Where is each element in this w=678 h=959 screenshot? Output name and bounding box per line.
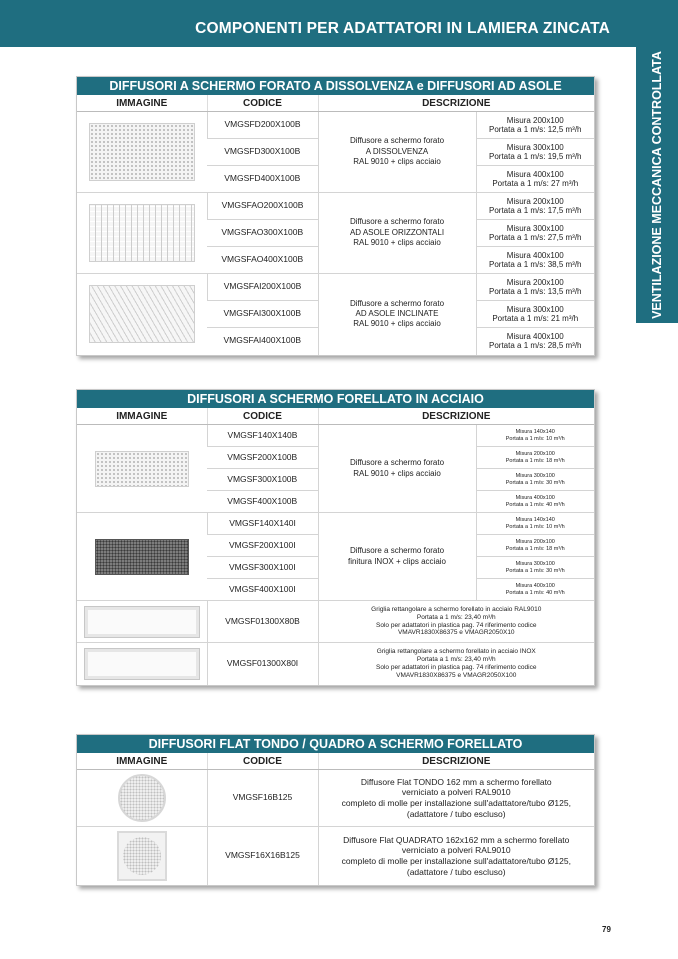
column-header-description: DESCRIZIONE [318,753,594,770]
product-description [318,274,476,355]
size-label: Misura 300x100 [515,560,555,567]
product-description [318,112,476,193]
description-line: RAL 9010 + clips acciaio [353,238,441,248]
description-line: Griglia rettangolare a schermo forellato in acciaio INOX [376,648,536,656]
flow-label: Portata a 1 m/s: 10 m³/h [505,435,565,442]
description-line: RAL 9010 + clips acciaio [353,157,441,167]
inox-rectangular-grille-image [85,649,199,679]
side-tab-label: VENTILAZIONE MECCANICA CONTROLLATA [650,51,664,319]
product-table [77,753,594,885]
flow-label: Portata a 1 m/s: 12,5 m³/h [489,125,582,134]
round-flat-diffuser-image [118,774,166,822]
size-cell [476,220,594,247]
column-header-image: IMMAGINE [77,95,207,112]
product-code: VMGSF400X100I [207,579,318,601]
size-label: Misura 400x100 [515,494,555,501]
product-code: VMGSFAI400X100B [207,328,318,355]
product-table [77,95,594,355]
size-label: Misura 400x100 [506,332,564,342]
size-cell [476,112,594,139]
product-image [77,425,207,513]
table-row [77,274,594,301]
section-title: DIFFUSORI FLAT TONDO / QUADRO A SCHERMO FORELLATO [77,735,594,753]
description-line: Diffusore Flat TONDO 162 mm a schermo forellato [360,776,552,787]
description-line: Diffusore a schermo forato [349,217,445,227]
column-header-description: DESCRIZIONE [318,408,594,425]
table-row [77,425,594,447]
description-line: Diffusore a schermo forato [349,298,445,308]
white-rectangular-grille-image [85,607,199,637]
table-row [77,513,594,535]
product-image [77,513,207,601]
section-dissolvenza-asole [76,76,595,356]
product-image [77,770,207,827]
product-image [77,827,207,886]
column-header-image: IMMAGINE [77,753,207,770]
size-cell [476,447,594,469]
description-line: RAL 9010 + clips acciaio [353,468,441,478]
product-description [318,827,594,886]
flow-label: Portata a 1 m/s: 19,5 m³/h [489,152,582,161]
product-code: VMGSF140X140I [207,513,318,535]
flow-label: Portata a 1 m/s: 38,5 m³/h [489,260,582,269]
product-code: VMGSF01300X80B [207,601,318,643]
product-code: VMGSF200X100B [207,447,318,469]
flow-label: Portata a 1 m/s: 13,5 m³/h [489,287,582,296]
product-code: VMGSFAI200X100B [207,274,318,301]
product-code: VMGSF400X100B [207,491,318,513]
column-header-description: DESCRIZIONE [318,95,594,112]
flow-label: Portata a 1 m/s: 18 m³/h [505,457,565,464]
description-line: RAL 9010 + clips acciaio [353,319,441,329]
flow-label: Portata a 1 m/s: 18 m³/h [505,545,565,552]
size-label: Misura 200x100 [515,538,555,545]
product-table [77,408,594,685]
column-header-image: IMMAGINE [77,408,207,425]
product-code: VMGSF16B125 [207,770,318,827]
size-label: Misura 300x100 [506,142,564,152]
product-description [318,601,594,643]
size-cell [476,579,594,601]
square-flat-diffuser-image [117,831,167,881]
product-code: VMGSFAO400X100B [207,247,318,274]
flow-label: Portata a 1 m/s: 30 m³/h [505,567,565,574]
inox-perforated-grille-image [95,539,189,575]
size-label: Misura 200x100 [506,196,564,206]
description-line: VMAVR1830X86375 e VMAGR2050X100 [396,671,517,679]
product-description [318,643,594,685]
description-line: VMAVR1830X86375 e VMAGR2050X10 [397,629,515,637]
white-perforated-grille-image [95,451,189,487]
product-code: VMGSF140X140B [207,425,318,447]
product-code: VMGSF300X100B [207,469,318,491]
table-row [77,601,594,643]
size-label: Misura 400x100 [515,582,555,589]
section-title: DIFFUSORI A SCHERMO FORATO A DISSOLVENZA e DIFFUSORI AD ASOLE [77,77,594,95]
description-line: Solo per adattatori in plastica pag. 74 riferimento codice [376,663,537,671]
description-line: AD ASOLE INCLINATE [355,309,439,319]
size-cell [476,247,594,274]
product-description [318,770,594,827]
description-line: A DISSOLVENZA [365,146,429,156]
table-row [77,193,594,220]
size-label: Misura 200x100 [515,450,555,457]
description-line: AD ASOLE ORIZZONTALI [349,227,445,237]
size-cell [476,425,594,447]
product-image [77,193,207,274]
column-header-code: CODICE [207,95,318,112]
flow-label: Portata a 1 m/s: 17,5 m³/h [489,206,582,215]
description-line: verniciato a polveri RAL9010 [401,845,511,856]
flow-label: Portata a 1 m/s: 21 m³/h [492,314,579,323]
size-label: Misura 400x100 [506,250,564,260]
size-label: Misura 140x140 [515,516,555,523]
size-cell [476,166,594,193]
inclined-slot-grille-image [89,285,195,343]
size-cell [476,301,594,328]
table-row [77,827,594,886]
perforated-grille-image [89,123,195,181]
description-line: (adattatore / tubo escluso) [406,866,506,877]
size-cell [476,469,594,491]
product-description [318,193,476,274]
size-cell [476,535,594,557]
product-code: VMGSF16X16B125 [207,827,318,886]
column-header-code: CODICE [207,408,318,425]
product-description [318,425,476,513]
size-cell [476,274,594,301]
size-cell [476,193,594,220]
product-code: VMGSFAO200X100B [207,193,318,220]
size-cell [476,557,594,579]
size-cell [476,328,594,355]
table-row [77,112,594,139]
section-flat-tondo-quadro [76,734,595,886]
description-line: Diffusore a schermo forato [349,458,445,468]
product-description [318,513,476,601]
flow-label: Portata a 1 m/s: 27 m³/h [492,179,579,188]
product-image [77,601,207,643]
size-cell [476,513,594,535]
size-label: Misura 140x140 [515,428,555,435]
page-number: 79 [602,925,611,934]
table-row [77,643,594,685]
product-code: VMGSFD300X100B [207,139,318,166]
flow-label: Portata a 1 m/s: 10 m³/h [505,523,565,530]
flow-label: Portata a 1 m/s: 40 m³/h [505,501,565,508]
flow-label: Portata a 1 m/s: 27,5 m³/h [489,233,582,242]
description-line: Portata a 1 m/s: 23,40 m³/h [416,655,496,663]
product-code: VMGSF200X100I [207,535,318,557]
product-image [77,643,207,685]
product-code: VMGSFAO300X100B [207,220,318,247]
description-line: (adattatore / tubo escluso) [406,808,506,819]
size-label: Misura 300x100 [506,223,564,233]
section-forellato-acciaio [76,389,595,686]
product-code: VMGSFD400X100B [207,166,318,193]
description-line: Solo per adattatori in plastica pag. 74 riferimento codice [376,621,537,629]
size-cell [476,491,594,513]
table-row [77,770,594,827]
description-line: Diffusore a schermo forato [349,546,445,556]
description-line: Portata a 1 m/s: 23,40 m³/h [416,613,496,621]
product-code: VMGSFD200X100B [207,112,318,139]
flow-label: Portata a 1 m/s: 28,5 m³/h [489,341,582,351]
horizontal-slot-grille-image [89,204,195,262]
section-title: DIFFUSORI A SCHERMO FORELLATO IN ACCIAIO [77,390,594,408]
flow-label: Portata a 1 m/s: 40 m³/h [505,589,565,596]
column-header-code: CODICE [207,753,318,770]
size-label: Misura 400x100 [506,169,564,179]
flow-label: Portata a 1 m/s: 30 m³/h [505,479,565,486]
page-title: COMPONENTI PER ADATTATORI IN LAMIERA ZINCATA [195,20,610,37]
product-code: VMGSFAI300X100B [207,301,318,328]
size-label: Misura 300x100 [515,472,555,479]
description-line: verniciato a polveri RAL9010 [401,787,511,798]
size-label: Misura 200x100 [506,277,564,287]
size-label: Misura 200x100 [506,115,564,125]
size-cell [476,139,594,166]
product-image [77,274,207,355]
description-line: completo di molle per installazione sull'adattatore/tubo Ø125, [341,856,571,866]
description-line: finitura INOX + clips acciaio [347,556,447,566]
description-line: Griglia rettangolare a schermo forellato in acciaio RAL9010 [371,605,542,613]
description-line: Diffusore Flat QUADRATO 162x162 mm a schermo forellato [343,834,570,845]
description-line: Diffusore a schermo forato [349,136,445,146]
product-image [77,112,207,193]
product-code: VMGSF01300X80I [207,643,318,685]
size-label: Misura 300x100 [506,304,564,314]
product-code: VMGSF300X100I [207,557,318,579]
description-line: completo di molle per installazione sull'adattatore/tubo Ø125, [341,798,571,808]
